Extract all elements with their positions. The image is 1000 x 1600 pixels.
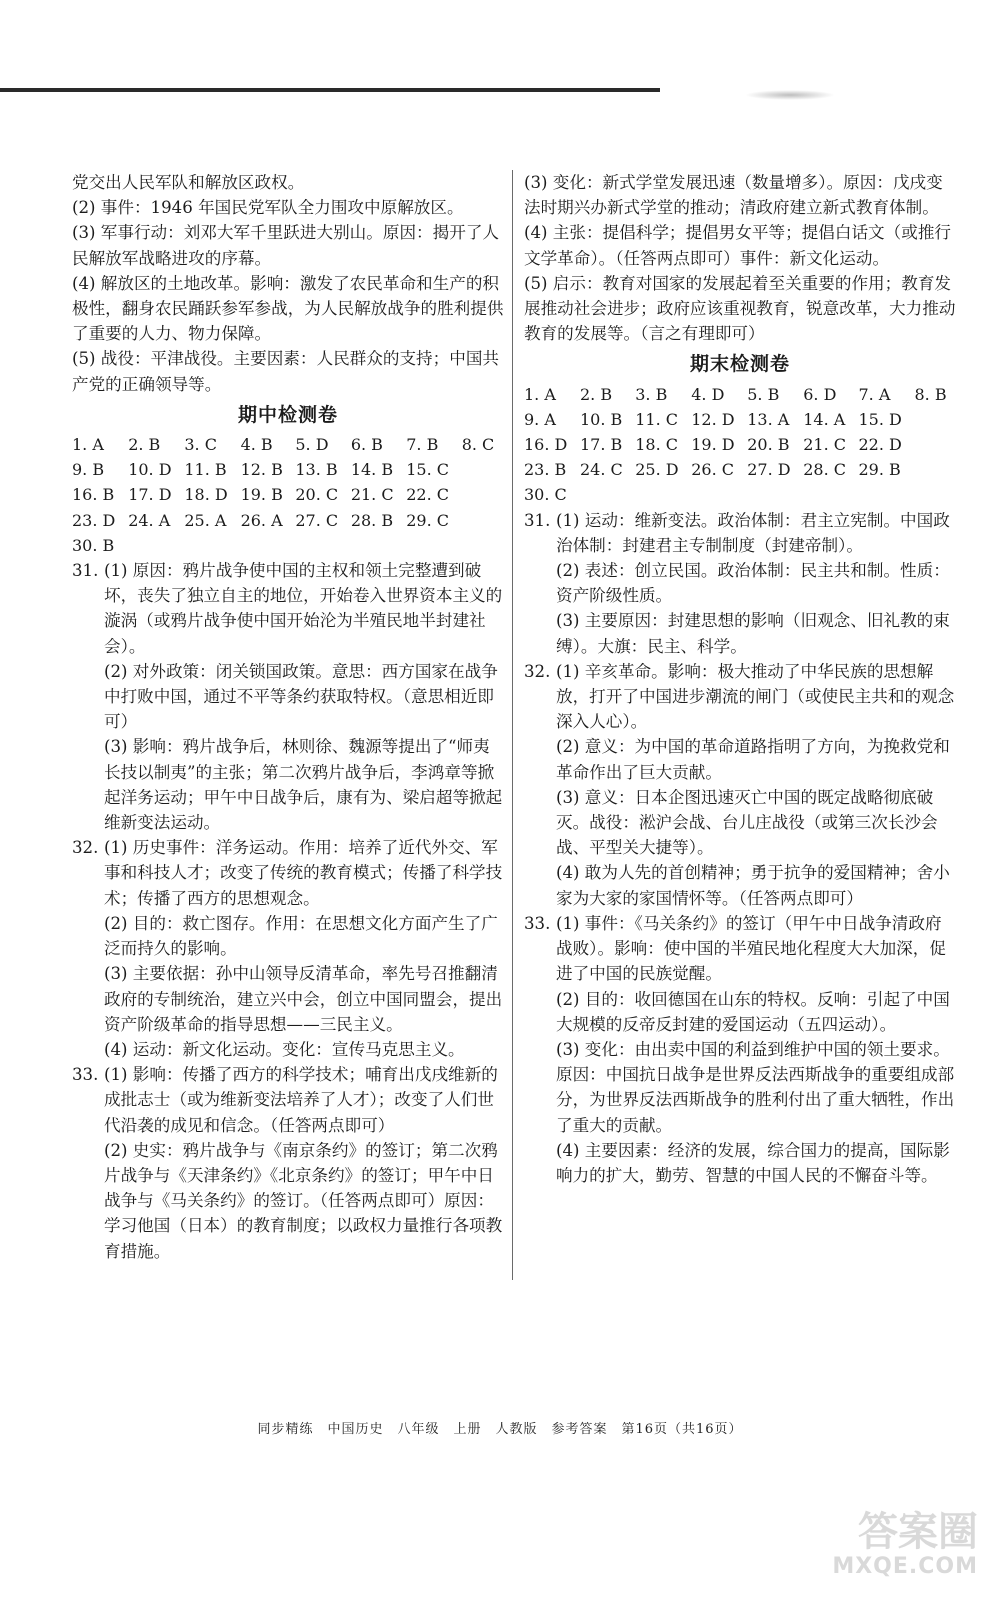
watermark-url: MXQE.COM <box>832 1554 978 1579</box>
mcq-answer: 2. B <box>128 435 161 455</box>
question-number: 31. <box>524 510 551 530</box>
mcq-answer: 1. A <box>524 384 556 404</box>
left-cont-3: (4) 解放区的土地改革。影响：激发了农民革命和生产的积极性，翻身农民踊跃参军参战，为人民解放战争的胜利提供了重要的人力、物力保障。 <box>72 273 504 344</box>
left-cont-1: (2) 事件：1946 年国民党军队全力围攻中原解放区。 <box>72 198 464 218</box>
mcq-answer: 5. D <box>295 435 329 455</box>
question-number: 32. <box>524 661 551 681</box>
mcq-answer: 30. B <box>72 535 115 555</box>
scan-smudge <box>745 90 835 100</box>
mcq-answer: 11. B <box>184 460 227 480</box>
left-column <box>72 170 504 1264</box>
mcq-answer: 4. D <box>691 384 725 404</box>
answer-line: (4) 主要因素：经济的发展，综合国力的提高，国际影响力的扩大，勤劳、智慧的中国人民的不懈奋斗等。 <box>556 1140 950 1185</box>
mcq-answer: 8. C <box>461 435 495 455</box>
mcq-answer: 15. C <box>406 460 450 480</box>
answer-line: (3) 主要原因：封建思想的影响（旧观念、旧礼教的束缚）。大旗：民主、科学。 <box>556 611 950 656</box>
mcq-answers-midterm <box>72 432 504 558</box>
site-watermark <box>788 1510 978 1580</box>
mcq-answer: 24. A <box>128 510 171 530</box>
mcq-answer: 9. B <box>72 460 105 480</box>
right-cont-2: (5) 启示：教育对国家的发展起着至关重要的作用；教育发展推动社会进步；政府应该重视教育，锐意改革，大力推动教育的发展等。（言之有理即可） <box>524 273 956 344</box>
mcq-answer: 30. C <box>524 485 567 505</box>
mcq-answer: 10. B <box>580 409 623 429</box>
mcq-answers-final <box>524 382 956 508</box>
answer-line: (1) 影响：传播了西方的科学技术；哺育出戊戌维新的成批志士（或为维新变法培养了人才）；改变了人们世代沿袭的成见和信念。（任答两点即可） <box>104 1065 498 1135</box>
watermark-title: 答案圈 <box>858 1509 978 1555</box>
mcq-answer: 20. C <box>295 485 339 505</box>
mcq-answer: 17. B <box>580 435 623 455</box>
mcq-row <box>72 482 504 507</box>
mcq-answer: 4. B <box>240 435 273 455</box>
mcq-answer: 21. C <box>350 485 394 505</box>
mcq-answer: 3. C <box>184 435 217 455</box>
mcq-answer: 22. D <box>858 435 902 455</box>
question-number: 31. <box>72 561 99 581</box>
mcq-answer: 14. B <box>350 460 394 480</box>
answer-line: (1) 运动：维新变法。政治体制：君主立宪制。中国政治体制：封建君主专制制度（封建帝制）。 <box>556 510 950 555</box>
mcq-answer: 21. C <box>803 435 847 455</box>
mcq-answer: 18. C <box>635 435 679 455</box>
mcq-answer: 23. D <box>72 510 116 530</box>
mcq-answer: 2. B <box>580 384 613 404</box>
answer-line: (3) 主要依据：孙中山领导反清革命，率先号召推翻清政府的专制统治，建立兴中会，创立中国同盟会，提出资产阶级革命的指导思想——三民主义。 <box>104 964 503 1034</box>
mcq-answer: 28. C <box>803 460 847 480</box>
mcq-answer: 19. B <box>240 485 283 505</box>
mcq-row <box>72 457 504 482</box>
mcq-row <box>524 407 956 432</box>
mcq-answer: 13. A <box>747 409 790 429</box>
question-number: 33. <box>524 913 551 933</box>
mcq-answer: 27. C <box>295 510 339 530</box>
mcq-answer: 11. C <box>635 409 679 429</box>
mcq-answer: 26. C <box>691 460 735 480</box>
answer-line: (1) 历史事件：洋务运动。作用：培养了近代外交、军事和科技人才；改变了传统的教育模式；传播了科学技术；传播了西方的思想观念。 <box>104 838 503 908</box>
mcq-row <box>524 432 956 457</box>
mcq-answer: 26. A <box>240 510 283 530</box>
answer-line: (1) 辛亥革命。影响：极大推动了中华民族的思想解放，打开了中国进步潮流的闸门（或使民主共和的观念深入人心）。 <box>556 661 955 732</box>
mcq-answer: 17. D <box>128 485 172 505</box>
mcq-answer: 12. D <box>691 409 735 429</box>
question-32 <box>524 659 956 911</box>
answer-line: (3) 影响：鸦片战争后，林则徐、魏源等提出了“师夷长技以制夷”的主张；第二次鸦片战争后，李鸿章等掀起洋务运动；甲午中日战争后，康有为、梁启超等掀起维新变法运动。 <box>104 737 503 833</box>
mcq-row <box>72 432 504 457</box>
answer-line: (1) 原因：鸦片战争使中国的主权和领土完整遭到破坏，丧失了独立自主的地位，开始卷入世界资本主义的漩涡（或鸦片战争使中国开始沦为半殖民地半封建社会）。 <box>104 561 503 656</box>
question-number: 33. <box>72 1065 99 1085</box>
question-31 <box>72 558 504 835</box>
mcq-answer: 22. C <box>406 485 450 505</box>
mcq-row <box>524 457 956 482</box>
question-31 <box>524 508 956 659</box>
mcq-answer: 10. D <box>128 460 172 480</box>
section-title-final: 期末检测卷 <box>689 353 790 376</box>
mcq-answer: 24. C <box>580 460 623 480</box>
answer-line: (3) 变化：由出卖中国的利益到维护中国的领土要求。原因：中国抗日战争是世界反法西斯战争的重要组成部分，为世界反法西斯战争的胜利付出了重大牺牲，作出了重大的贡献。 <box>556 1039 955 1135</box>
mcq-answer: 27. D <box>747 460 791 480</box>
mcq-answer: 12. B <box>240 460 283 480</box>
answer-line: (2) 意义：为中国的革命道路指明了方向，为挽救党和革命作出了巨大贡献。 <box>556 737 950 782</box>
mcq-row <box>72 508 504 533</box>
left-cont-0: 党交出人民军队和解放区政权。 <box>72 173 305 192</box>
column-divider <box>512 170 513 1280</box>
mcq-row <box>72 533 504 558</box>
mcq-answer: 13. B <box>295 460 338 480</box>
mcq-answer: 25. A <box>184 510 227 530</box>
mcq-answer: 1. A <box>72 435 104 455</box>
answer-line: (2) 对外政策：闭关锁国政策。意思：西方国家在战争中打败中国，通过不平等条约获取特权。（意思相近即可） <box>104 661 498 732</box>
mcq-answer: 29. C <box>406 510 450 530</box>
answer-line: (2) 史实：鸦片战争与《南京条约》的签订；第二次鸦片战争与《天津条约》《北京条约》的签订；甲午中日战争与《马关条约》的签订。（任答两点即可）原因：学习他国（日本）的教育制度；以政权力量推行各项教育措施。 <box>104 1140 503 1261</box>
answer-line: (3) 意义：日本企图迅速灭亡中国的既定战略彻底破灭。战役：淞沪会战、台儿庄战役（或第三次长沙会战、平型关大捷等）。 <box>556 787 938 858</box>
answer-line: (1) 事件：《马关条约》的签订（甲午中日战争清政府战败）。影响：使中国的半殖民地化程度大大加深，促进了中国的民族觉醒。 <box>556 913 946 984</box>
mcq-answer: 23. B <box>524 460 567 480</box>
answer-line: (4) 运动：新文化运动。变化：宣传马克思主义。 <box>104 1039 465 1059</box>
right-column <box>524 170 956 1188</box>
mcq-answer: 15. D <box>858 409 902 429</box>
mcq-answer: 18. D <box>184 485 228 505</box>
top-rule <box>0 88 660 92</box>
question-number: 32. <box>72 838 99 858</box>
mcq-answer: 5. B <box>747 384 780 404</box>
page-footer: 同步精练 中国历史 八年级 上册 人教版 参考答案 第16页（共16页） <box>257 1422 743 1437</box>
mcq-answer: 6. B <box>350 435 383 455</box>
left-cont-4: (5) 战役：平津战役。主要因素：人民群众的支持；中国共产党的正确领导等。 <box>72 349 500 394</box>
mcq-answer: 3. B <box>635 384 668 404</box>
answer-line: (2) 目的：收回德国在山东的特权。反响：引起了中国大规模的反帝反封建的爱国运动（五四运动）。 <box>556 989 950 1034</box>
right-cont-1: (4) 主张：提倡科学；提倡男女平等；提倡白话文（或推行文学革命）。（任答两点即可）事件：新文化运动。 <box>524 223 952 268</box>
left-cont-2: (3) 军事行动：刘邓大军千里跃进大别山。原因：揭开了人民解放军战略进攻的序幕。 <box>72 223 500 268</box>
question-33 <box>524 911 956 1188</box>
mcq-answer: 16. D <box>524 435 568 455</box>
mcq-answer: 16. B <box>72 485 115 505</box>
mcq-answer: 14. A <box>803 409 846 429</box>
answer-line: (2) 表述：创立民国。政治体制：民主共和制。性质：资产阶级性质。 <box>556 561 950 606</box>
mcq-row <box>524 382 956 407</box>
mcq-answer: 7. B <box>406 435 439 455</box>
question-33 <box>72 1062 504 1264</box>
mcq-answer: 7. A <box>858 384 891 404</box>
question-32 <box>72 835 504 1062</box>
answer-line: (2) 目的：救亡图存。作用：在思想文化方面产生了广泛而持久的影响。 <box>104 913 498 959</box>
mcq-row <box>524 482 956 507</box>
section-title-midterm: 期中检测卷 <box>237 403 338 426</box>
mcq-answer: 6. D <box>803 384 837 404</box>
mcq-answer: 8. B <box>914 384 947 404</box>
answer-line: (4) 敢为人先的首创精神；勇于抗争的爱国精神；舍小家为大家的家国情怀等。（任答两点即可） <box>556 863 950 908</box>
mcq-answer: 28. B <box>350 510 394 530</box>
mcq-answer: 29. B <box>858 460 901 480</box>
right-cont-0: (3) 变化：新式学堂发展迅速（数量增多）。原因：戊戌变法时期兴办新式学堂的推动；清政府建立新式教育体制。 <box>524 173 943 218</box>
mcq-answer: 19. D <box>691 435 735 455</box>
mcq-answer: 9. A <box>524 409 556 429</box>
mcq-answer: 20. B <box>747 435 790 455</box>
mcq-answer: 25. D <box>635 460 679 480</box>
